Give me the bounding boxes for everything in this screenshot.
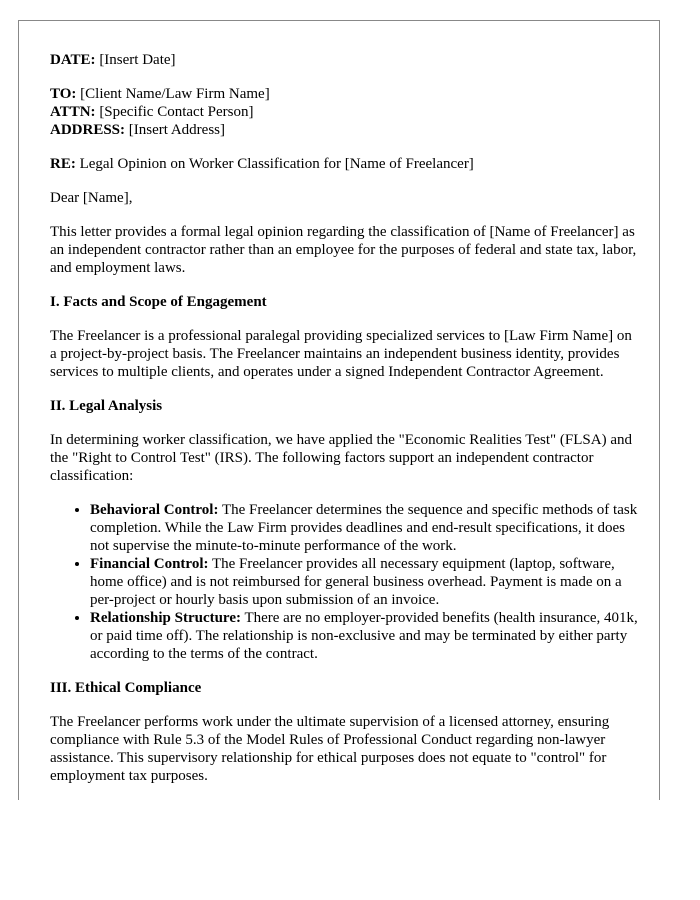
salutation: Dear [Name], (50, 190, 133, 206)
factor-item-relationship (90, 609, 640, 663)
re-value: Legal Opinion on Worker Classification for [Name of Freelancer] (79, 156, 474, 172)
intro-paragraph: This letter provides a formal legal opinion regarding the classification of [Name of Freelancer] as an independent contractor rather than an employee for the purposes of federal and state tax, labor, and employment laws. (50, 224, 637, 276)
factor-text: There are no employer-provided benefits (health insurance, 401k, or paid time off). The relationship is non-exclusive and may be terminated by either party according to the terms of the contract. (90, 610, 638, 662)
letter-page (18, 20, 660, 800)
factor-text: The Freelancer determines the sequence and specific methods of task completion. While the Law Firm provides deadlines and end-result specifications, it does not supervise the minute-to-minute performance of the work. (90, 502, 638, 554)
address-value: [Insert Address] (128, 122, 225, 138)
factor-label: Relationship Structure: (90, 610, 241, 626)
address-line (50, 121, 640, 139)
section-2-body: In determining worker classification, we have applied the "Economic Realities Test" (FLSA) and the "Right to Control Test" (IRS). The following factors support an independent contractor classification: (50, 432, 633, 484)
attn-value: [Specific Contact Person] (99, 104, 254, 120)
factor-list (50, 501, 640, 663)
to-line (50, 85, 640, 103)
factor-label: Financial Control: (90, 556, 209, 572)
date-line (50, 51, 640, 69)
attn-label: ATTN: (50, 104, 96, 120)
section-1-body: The Freelancer is a professional paralegal providing specialized services to [Law Firm Name] on a project-by-project basis. The Freelancer maintains an independent business identity, provides services to multiple clients, and operates under a signed Independent Contractor Agreement. (50, 328, 632, 380)
to-label: TO: (50, 86, 77, 102)
date-value: [Insert Date] (99, 52, 176, 68)
recipient-block (50, 85, 640, 139)
to-value: [Client Name/Law Firm Name] (80, 86, 270, 102)
re-label: RE: (50, 156, 76, 172)
attn-line (50, 103, 640, 121)
factor-item-financial (90, 555, 640, 609)
re-line (50, 155, 640, 173)
factor-item-behavioral (90, 501, 640, 555)
letter-content (50, 51, 640, 785)
address-label: ADDRESS: (50, 122, 126, 138)
factor-label: Behavioral Control: (90, 502, 219, 518)
date-label: DATE: (50, 52, 96, 68)
section-2-heading: II. Legal Analysis (50, 398, 163, 414)
section-3-body: The Freelancer performs work under the ultimate supervision of a licensed attorney, ensuring compliance with Rule 5.3 of the Model Rules of Professional Conduct regarding non-lawyer assistance. This supervisory relationship for ethical purposes does not equate to "control" for employment tax purposes. (50, 714, 610, 784)
section-1-heading: I. Facts and Scope of Engagement (50, 294, 267, 310)
factor-text: The Freelancer provides all necessary equipment (laptop, software, home office) and is not reimbursed for general business overhead. Payment is made on a per-project or hourly basis upon submission of an invoice. (90, 556, 622, 608)
section-3-heading: III. Ethical Compliance (50, 680, 202, 696)
